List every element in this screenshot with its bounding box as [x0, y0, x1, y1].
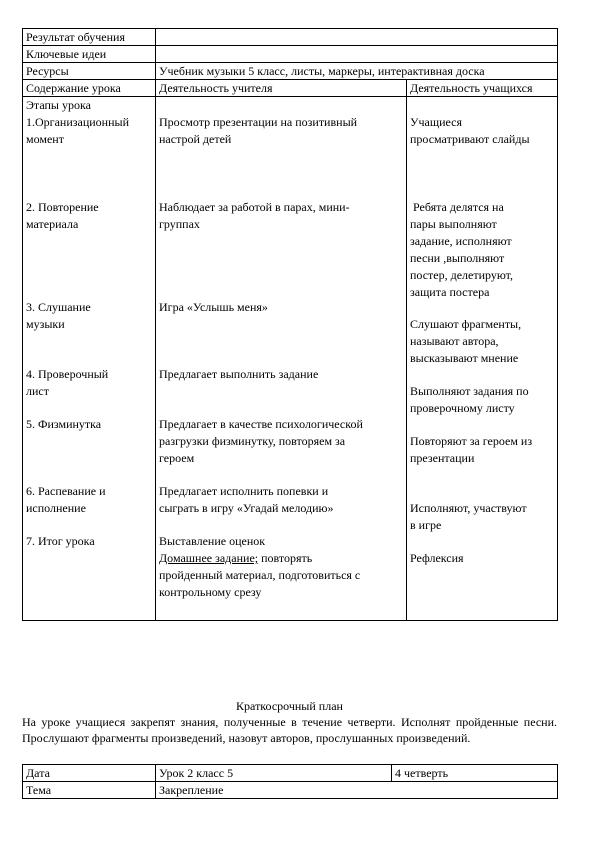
value-key-ideas	[156, 46, 558, 63]
stage-7-teacher: Выставление оценок Домашнее задание; повторять пройденный материал, подготовиться с контрольному срезу	[159, 534, 361, 599]
col-teacher: Деятельность учителя	[156, 80, 407, 97]
label-topic: Тема	[23, 782, 156, 799]
value-result	[156, 29, 558, 46]
col-content: Содержание урока	[23, 80, 156, 97]
stage-names	[23, 97, 156, 621]
lesson-info-table	[22, 764, 558, 799]
row-date	[23, 765, 558, 782]
stages-title: Этапы урока	[26, 98, 91, 112]
stage-6-teacher: Предлагает исполнить попевки и сыграть в игру «Угадай мелодию»	[159, 484, 334, 515]
value-resources: Учебник музыки 5 класс, листы, маркеры, интерактивная доска	[156, 63, 558, 80]
stage-1-name: 1.Организационный момент	[26, 115, 129, 146]
note-title: Краткосрочный план	[236, 699, 343, 713]
stage-4-teacher: Предлагает выполнить задание	[159, 367, 319, 381]
stage-7-name: 7. Итог урока	[26, 534, 95, 548]
note-text: На уроке учащиеся закрепят знания, полученные в течение четверти. Исполнят пройденные песни. Прослушают фрагменты произведений, назовут авторов, прослушанных произведений.	[22, 715, 557, 745]
stages-row	[23, 97, 558, 621]
stage-4-students: Выполняют задания по проверочному листу	[410, 384, 529, 415]
stage-7-students: Рефлексия	[410, 551, 464, 565]
homework-label: Домашнее задание;	[159, 551, 259, 565]
short-term-plan-note	[22, 698, 557, 746]
col-students: Деятельность учащихся	[407, 80, 558, 97]
stage-3-students: Слушают фрагменты, называют автора, высказывают мнение	[410, 317, 522, 365]
stage-3-name: 3. Слушание музыки	[26, 300, 91, 331]
lesson-plan-table	[22, 28, 558, 621]
stage-6-name: 6. Распевание и исполнение	[26, 484, 106, 515]
column-headers	[23, 80, 558, 97]
label-key-ideas: Ключевые идеи	[23, 46, 156, 63]
row-result	[23, 29, 558, 46]
stage-5-teacher: Предлагает в качестве психологической разгрузки физминутку, повторяем за героем	[159, 417, 363, 465]
student-activities	[407, 97, 558, 621]
label-result: Результат обучения	[23, 29, 156, 46]
stage-3-teacher: Игра «Услышь меня»	[159, 300, 268, 314]
row-resources	[23, 63, 558, 80]
stage-2-name: 2. Повторение материала	[26, 200, 99, 231]
label-resources: Ресурсы	[23, 63, 156, 80]
stage-2-students: Ребята делятся на пары выполняют задание, исполняют песни ,выполняют постер, делетируют, защита постера	[410, 200, 514, 299]
stage-2-teacher: Наблюдает за работой в парах, мини- группах	[159, 200, 350, 231]
label-date: Дата	[23, 765, 156, 782]
stage-1-students: Учащиеся просматривают слайды	[410, 115, 530, 146]
stage-1-teacher: Просмотр презентации на позитивный настрой детей	[159, 115, 358, 146]
value-lesson: Урок 2 класс 5	[156, 765, 392, 782]
value-quarter: 4 четверть	[392, 765, 558, 782]
teacher-activities	[156, 97, 407, 621]
value-topic: Закрепление	[156, 782, 558, 799]
stage-5-students: Повторяют за героем из презентации	[410, 434, 533, 465]
stage-5-name: 5. Физминутка	[26, 417, 102, 431]
row-topic	[23, 782, 558, 799]
row-key-ideas	[23, 46, 558, 63]
stage-6-students: Исполняют, участвуют в игре	[410, 501, 527, 532]
stage-4-name: 4. Проверочный лист	[26, 367, 109, 398]
